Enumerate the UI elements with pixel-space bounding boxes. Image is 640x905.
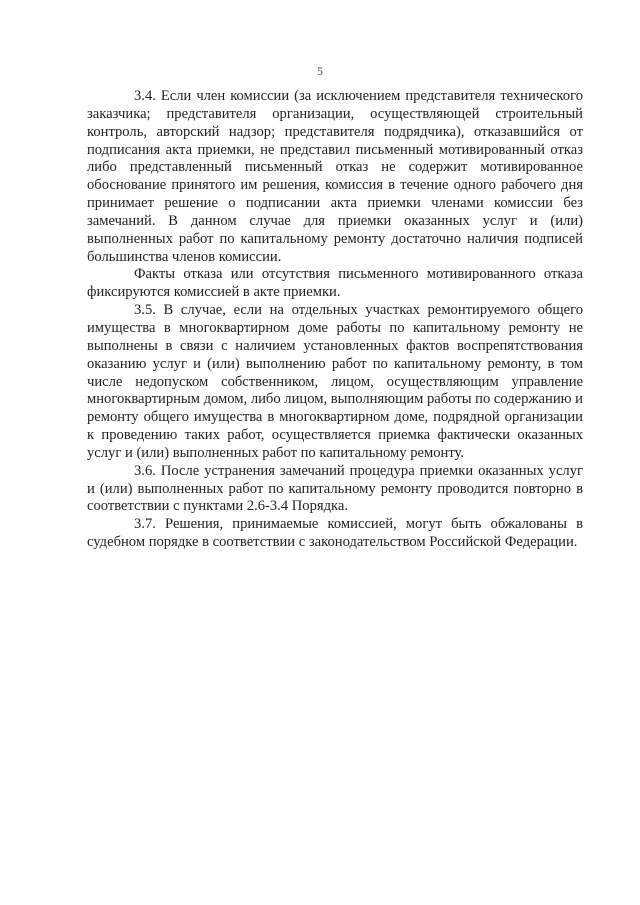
paragraph-3-5: 3.5. В случае, если на отдельных участках ремонтируемого общего имущества в многоквартирном доме работы по капитальному ремонту не выполнены в связи с наличием установленных фактов воспрепятствования оказанию услуг и (или) выполнению работ по капитальному ремонту, в том числе недопуском собственником, лицом, осуществляющим управление многоквартирным домом, либо лицом, выполняющим работы по содержанию и ремонту общего имущества в многоквартирном доме, подрядной организации к проведению таких работ, осуществляется приемка фактически оказанных услуг и (или) выполненных работ по капитальному ремонту. [87, 302, 583, 461]
document-body [87, 88, 583, 552]
paragraph-3-4: 3.4. Если член комиссии (за исключением представителя технического заказчика; представителя организации, осуществляющей строительный контроль, авторский надзор; представителя подрядчика), отказавшийся от подписания акта приемки, не представил письменный мотивированный отказ либо представленный письменный отказ не содержит мотивированное обоснование принятого им решения, комиссия в течение одного рабочего дня принимает решение о подписании акта приемки членами комиссии без замечаний. В данном случае для приемки оказанных услуг и (или) выполненных работ по капитальному ремонту достаточно наличия подписей большинства членов комиссии. [87, 88, 583, 265]
page-number: 5 [317, 64, 323, 78]
paragraph-3-7: 3.7. Решения, принимаемые комиссией, могут быть обжалованы в судебном порядке в соответствии с законодательством Российской Федерации. [87, 516, 583, 551]
paragraph-refusal-facts: Факты отказа или отсутствия письменного мотивированного отказа фиксируются комиссией в акте приемки. [87, 266, 583, 301]
paragraph-3-6: 3.6. После устранения замечаний процедура приемки оказанных услуг и (или) выполненных работ по капитальному ремонту проводится повторно в соответствии с пунктами 2.6-3.4 Порядка. [87, 462, 583, 515]
